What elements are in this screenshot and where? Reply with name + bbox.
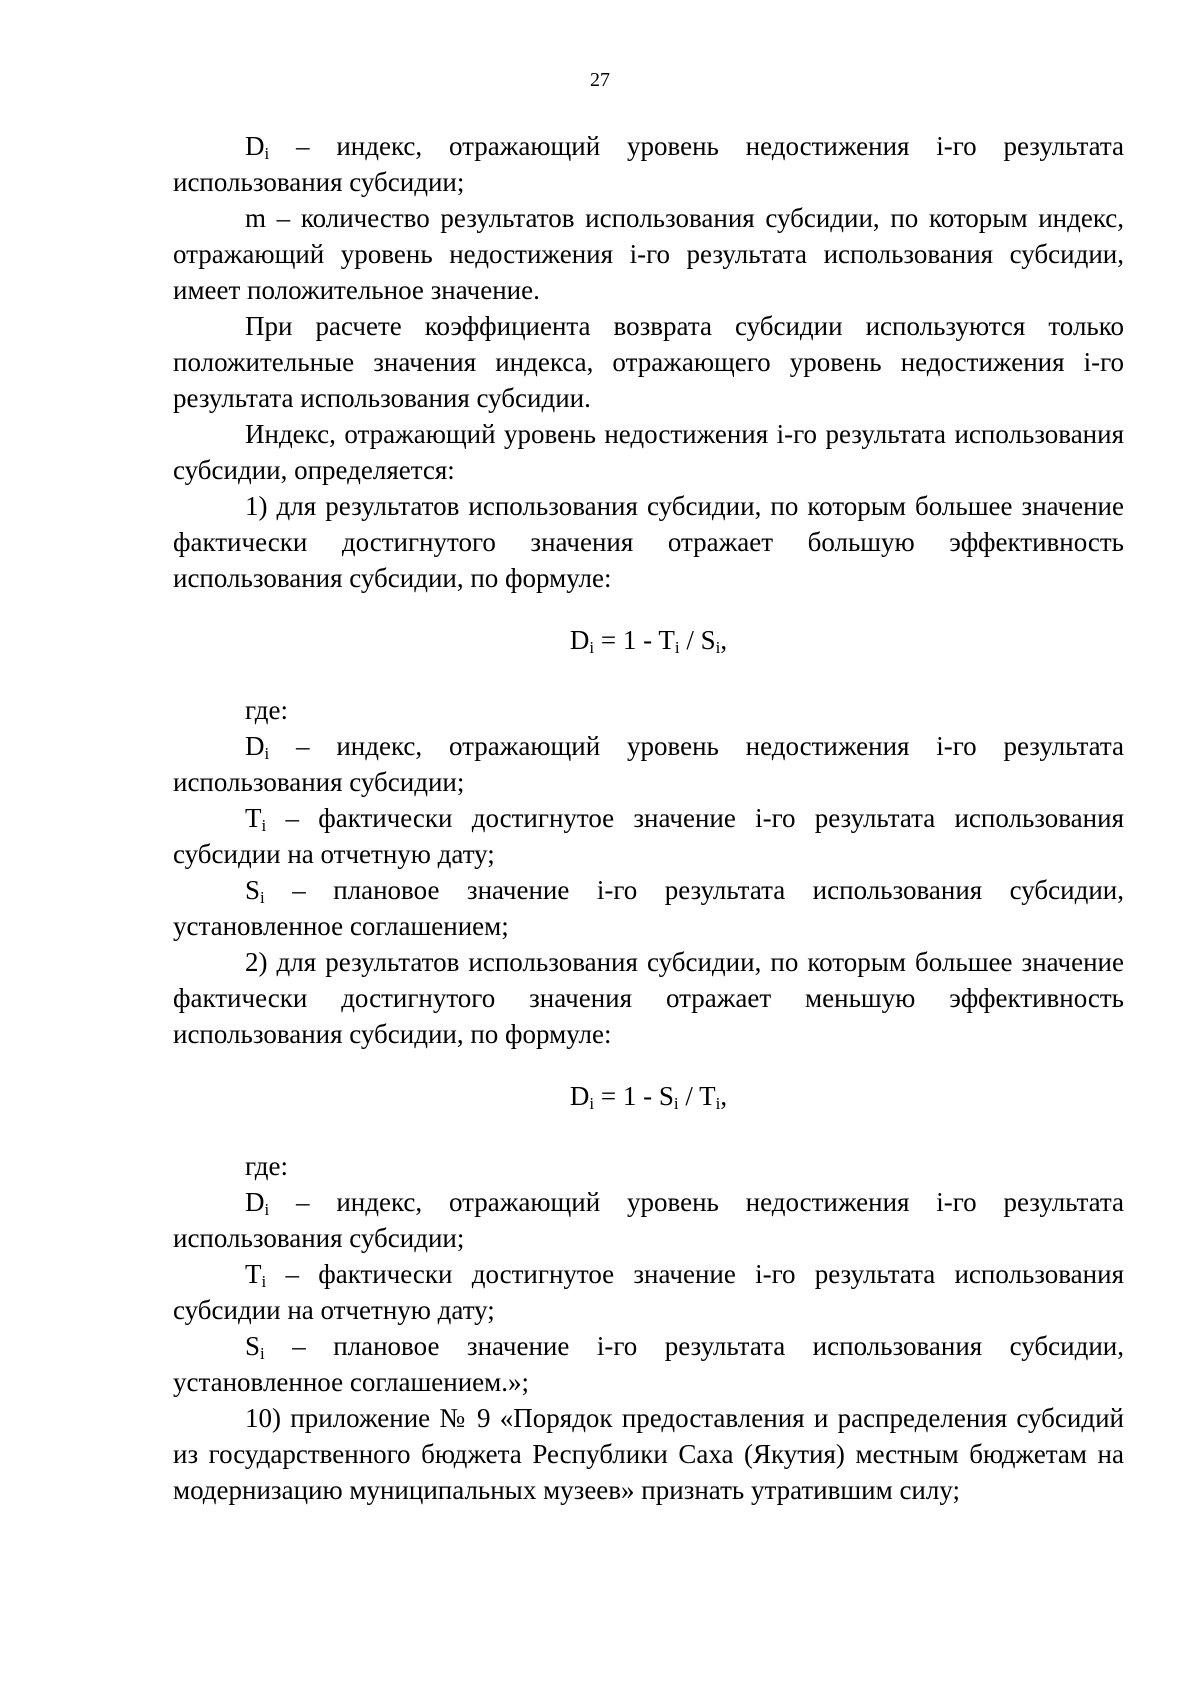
definition-d-paragraph	[173, 128, 1124, 200]
formula-numerator: S	[658, 1081, 674, 1111]
definition-text: – фактически достигнутое значение i-го результата использования субсидии на отчетную дату;	[173, 1259, 1124, 1325]
formula-denominator: S	[700, 625, 716, 655]
spacer	[173, 1052, 1124, 1078]
spacer	[173, 658, 1124, 692]
formula-denominator: T	[699, 1081, 716, 1111]
formula-slash: /	[679, 625, 701, 655]
symbol-subscript: i	[260, 1344, 265, 1363]
formula-1	[173, 622, 1124, 658]
positive-values-paragraph: При расчете коэффициента возврата субсидии используются только положительные значения индекса, отражающего уровень недостижения i-го результата использования субсидии.	[173, 311, 1124, 413]
symbol-d: D	[245, 131, 265, 161]
formula-tail: ,	[720, 1081, 728, 1111]
symbol-subscript: i	[264, 144, 270, 163]
formula-d-subscript: i	[589, 1094, 595, 1113]
formula-d-subscript: i	[589, 638, 595, 657]
case-1-paragraph: 1) для результатов использования субсидии, по которым большее значение фактически достигнутого значения отражает большую эффективность использования субсидии, по формуле:	[173, 491, 1124, 593]
definition-text: – индекс, отражающий уровень недостижения i-го результата использования субсидии;	[173, 731, 1124, 797]
formula-denominator-subscript: i	[715, 638, 721, 657]
formula-slash: /	[678, 1081, 700, 1111]
definition-t-paragraph	[173, 800, 1124, 872]
formula-tail: ,	[720, 625, 728, 655]
symbol-t: T	[245, 1259, 262, 1289]
formula-equals: = 1 -	[594, 625, 659, 655]
definition-text: – индекс, отражающий уровень недостижения i-го результата использования субсидии;	[173, 131, 1124, 197]
formula-numerator: T	[658, 625, 675, 655]
where-label: где:	[245, 1151, 288, 1181]
symbol-s: S	[245, 1331, 261, 1361]
definition-text: – плановое значение i-го результата использования субсидии, установленное соглашением.»;	[173, 1331, 1124, 1397]
document-body	[173, 128, 1124, 1508]
formula-d: D	[569, 1081, 590, 1111]
symbol-subscript: i	[260, 888, 265, 907]
symbol-s: S	[245, 875, 261, 905]
formula-d: D	[569, 625, 590, 655]
symbol-t: T	[245, 803, 262, 833]
symbol-subscript: i	[264, 744, 270, 763]
definition-text: – фактически достигнутое значение i-го результата использования субсидии на отчетную дату;	[173, 803, 1124, 869]
formula-denominator-subscript: i	[715, 1094, 721, 1113]
spacer	[173, 1114, 1124, 1148]
symbol-d: D	[245, 731, 265, 761]
case-2-paragraph: 2) для результатов использования субсидии, по которым большее значение фактически достигнутого значения отражает меньшую эффективность использования субсидии, по формуле:	[173, 947, 1124, 1049]
formula-numerator-subscript: i	[673, 1094, 679, 1113]
definition-d-paragraph	[173, 728, 1124, 800]
formula-2	[173, 1078, 1124, 1114]
index-determination-paragraph: Индекс, отражающий уровень недостижения i-го результата использования субсидии, определяется:	[173, 419, 1124, 485]
symbol-subscript: i	[261, 1272, 267, 1291]
definition-text: – индекс, отражающий уровень недостижения i-го результата использования субсидии;	[173, 1187, 1124, 1253]
symbol-subscript: i	[264, 1200, 270, 1219]
spacer	[173, 596, 1124, 622]
definition-m-paragraph: m – количество результатов использования субсидии, по которым индекс, отражающий уровень недостижения i-го результата использования субсидии, имеет положительное значение.	[173, 203, 1124, 305]
page-number: 27	[590, 69, 610, 91]
definition-text: – плановое значение i-го результата использования субсидии, установленное соглашением;	[173, 875, 1124, 941]
formula-numerator-subscript: i	[674, 638, 680, 657]
symbol-subscript: i	[261, 816, 267, 835]
appendix-9-repeal-paragraph: 10) приложение № 9 «Порядок предоставления и распределения субсидий из государственного бюджета Республики Саха (Якутия) местным бюджетам на модернизацию муниципальных музеев» признать утратившим силу;	[173, 1403, 1124, 1505]
symbol-d: D	[245, 1187, 265, 1217]
formula-equals: = 1 -	[594, 1081, 659, 1111]
where-label: где:	[245, 695, 288, 725]
definition-d-paragraph	[173, 1184, 1124, 1256]
definition-s-paragraph	[173, 872, 1124, 944]
definition-s-paragraph	[173, 1328, 1124, 1400]
definition-t-paragraph	[173, 1256, 1124, 1328]
